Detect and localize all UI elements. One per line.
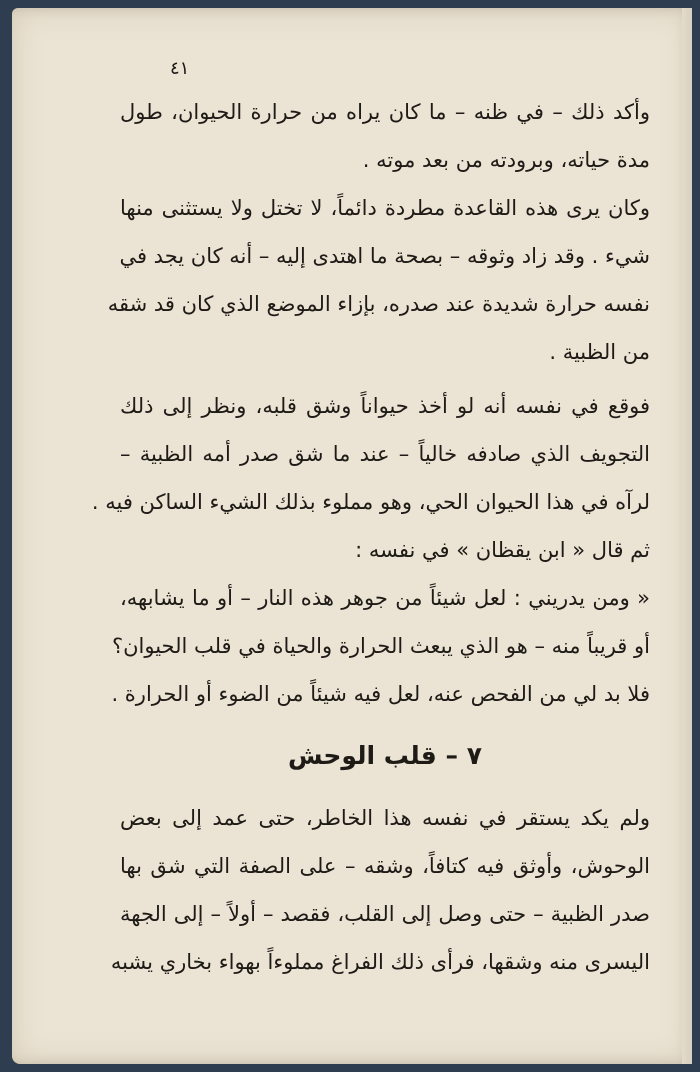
text-line: نفسه حرارة شديدة عند صدره، بإزاء الموضع الذي كان قد شقه: [107, 292, 650, 316]
text-line: فوقع في نفسه أنه لو أخذ حيواناً وشق قلبه، ونظر إلى ذلك: [120, 394, 650, 418]
body-text: [91, 88, 650, 986]
text-line: وكان يرى هذه القاعدة مطردة دائماً، لا تختل ولا يستثنى منها: [120, 196, 650, 220]
text-line: من الظبية .: [549, 340, 650, 364]
text-line: اليسرى منه وشقها، فرأى ذلك الفراغ مملوءاً بهواء بخاري يشبه: [110, 950, 650, 974]
page-number: ٤١: [170, 58, 190, 79]
text-line: أو قريباً منه – هو الذي يبعث الحرارة والحياة في قلب الحيوان؟: [111, 634, 650, 658]
text-line: مدة حياته، وبرودته من بعد موته .: [362, 148, 650, 172]
text-line: الوحوش، وأوثق فيه كتافاً، وشقه – على الصفة التي شق بها: [120, 854, 650, 878]
text-line: وأكد ذلك – في ظنه – ما كان يراه من حرارة الحيوان، طول: [120, 100, 650, 124]
chapter-heading: ٧ – قلب الوحش: [288, 741, 482, 770]
text-line: التجويف الذي صادفه خالياً – عند ما شق صدر أمه الظبية –: [120, 442, 650, 466]
book-page: [12, 8, 692, 1064]
text-line: فلا بد لي من الفحص عنه، لعل فيه شيئاً من الضوء أو الحرارة .: [111, 682, 650, 706]
text-line: صدر الظبية – حتى وصل إلى القلب، فقصد – أولاً – إلى الجهة: [120, 902, 650, 926]
text-line: « ومن يدريني : لعل شيئاً من جوهر هذه النار – أو ما يشابهه،: [120, 586, 650, 610]
text-line: ثم قال « ابن يقظان » في نفسه :: [355, 538, 650, 562]
text-line: شيء . وقد زاد وثوقه – بصحة ما اهتدى إليه – أنه كان يجد في: [119, 244, 650, 268]
text-line: لرآه في هذا الحيوان الحي، وهو مملوء بذلك الشيء الساكن فيه .: [91, 490, 650, 514]
text-line: ولم يكد يستقر في نفسه هذا الخاطر، حتى عمد إلى بعض: [120, 806, 650, 830]
page-edge: [682, 8, 692, 1064]
